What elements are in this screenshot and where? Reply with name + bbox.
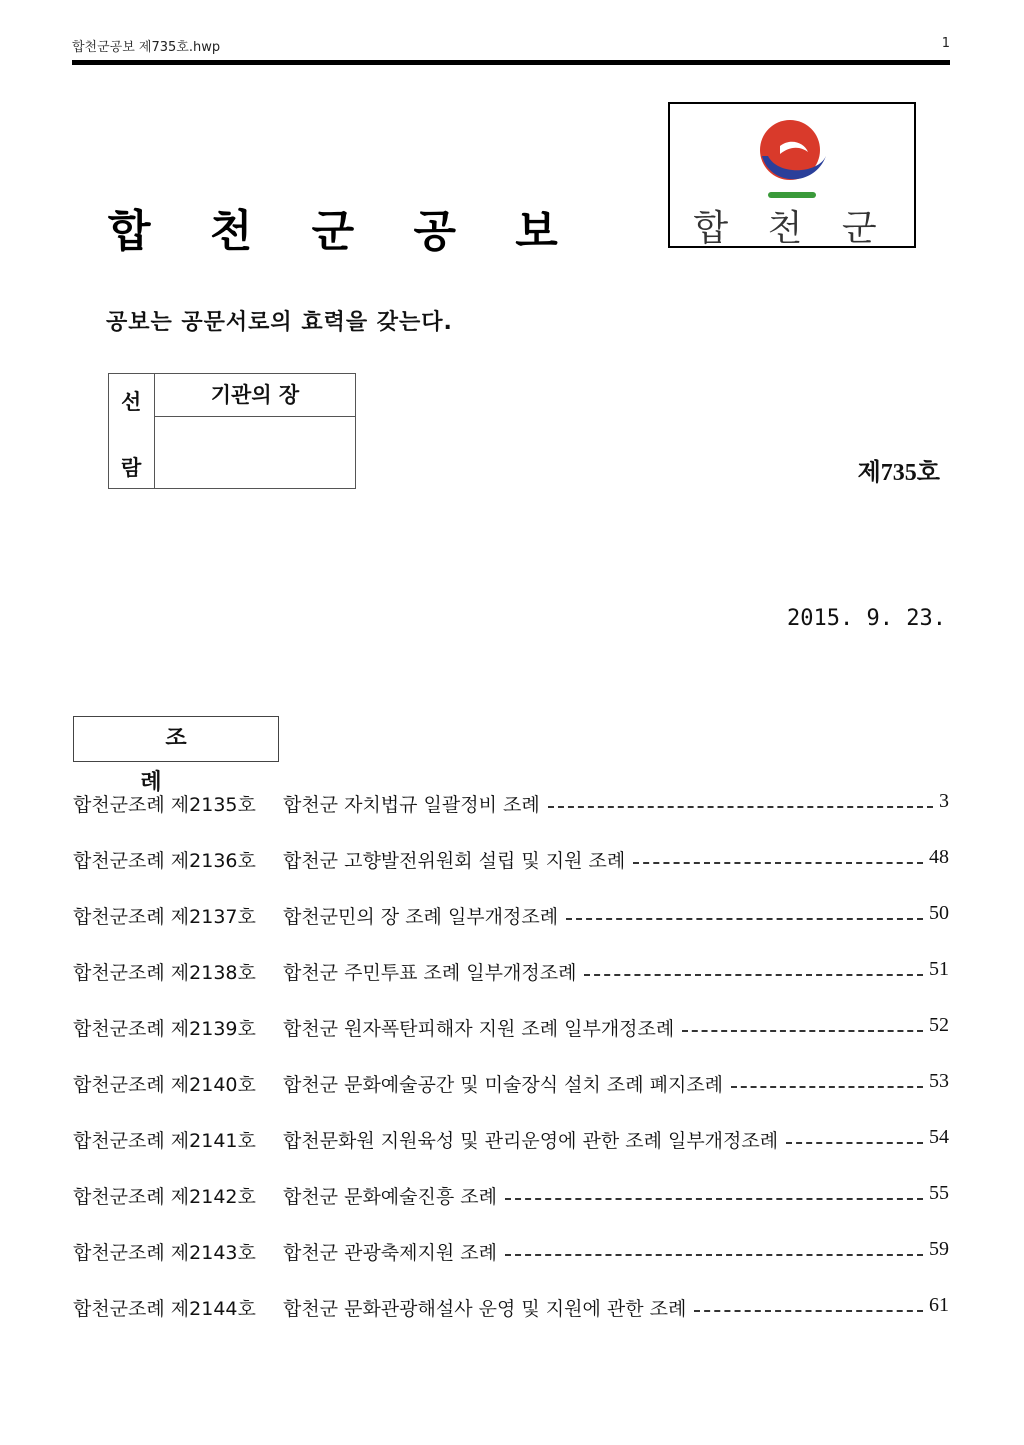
toc-ordinance-number: 합천군조례 제2135호 <box>73 794 256 816</box>
toc-page: 61 <box>929 1294 949 1316</box>
toc-page: 54 <box>929 1126 949 1148</box>
table-of-contents <box>73 790 949 1350</box>
section-title: 조 례 <box>73 716 279 762</box>
issue-number: 제735호 <box>857 460 940 486</box>
review-label-top: 선 <box>121 390 142 414</box>
toc-title: 합천군 원자폭탄피해자 지원 조례 일부개정조례 <box>283 1018 675 1040</box>
toc-leader <box>682 1018 923 1032</box>
toc-ordinance-number: 합천군조례 제2136호 <box>73 850 256 872</box>
toc-leader <box>505 1186 923 1200</box>
toc-title: 합천군 문화예술공간 및 미술장식 설치 조례 폐지조례 <box>283 1074 724 1096</box>
toc-item <box>73 790 949 846</box>
toc-leader <box>505 1242 923 1256</box>
toc-leader <box>694 1298 923 1312</box>
toc-item <box>73 1182 949 1238</box>
logo-text: 합 천 군 <box>693 208 891 249</box>
toc-item <box>73 1238 949 1294</box>
toc-item <box>73 902 949 958</box>
toc-item <box>73 1014 949 1070</box>
toc-title: 합천군 고향발전위원회 설립 및 지원 조례 <box>283 850 626 872</box>
file-name: 합천군공보 제735호.hwp <box>72 40 221 55</box>
toc-leader <box>786 1130 923 1144</box>
header-rule <box>72 60 950 65</box>
toc-ordinance-number: 합천군조례 제2138호 <box>73 962 256 984</box>
toc-page: 52 <box>929 1014 949 1036</box>
toc-title: 합천군 문화예술진흥 조례 <box>283 1186 497 1208</box>
toc-page: 59 <box>929 1238 949 1260</box>
toc-ordinance-number: 합천군조례 제2142호 <box>73 1186 256 1208</box>
toc-item <box>73 958 949 1014</box>
page-title: 합 천 군 공 보 <box>108 206 580 257</box>
toc-page: 55 <box>929 1182 949 1204</box>
county-emblem-icon <box>756 116 832 202</box>
toc-item <box>73 1070 949 1126</box>
toc-item <box>73 1126 949 1182</box>
toc-item <box>73 1294 949 1350</box>
toc-leader <box>584 962 923 976</box>
toc-title: 합천군민의 장 조례 일부개정조례 <box>283 906 559 928</box>
toc-page: 53 <box>929 1070 949 1092</box>
toc-ordinance-number: 합천군조례 제2137호 <box>73 906 256 928</box>
toc-page: 3 <box>939 790 949 812</box>
review-table <box>108 373 356 489</box>
toc-item <box>73 846 949 902</box>
publication-date: 2015. 9. 23. <box>787 606 946 631</box>
toc-title: 합천군 자치법규 일괄정비 조례 <box>283 794 540 816</box>
toc-title: 합천문화원 지원육성 및 관리운영에 관한 조례 일부개정조례 <box>283 1130 779 1152</box>
toc-ordinance-number: 합천군조례 제2141호 <box>73 1130 256 1152</box>
subtitle: 공보는 공문서로의 효력을 갖는다. <box>106 310 453 335</box>
toc-title: 합천군 문화관광해설사 운영 및 지원에 관한 조례 <box>283 1298 687 1320</box>
toc-leader <box>633 850 923 864</box>
page-number: 1 <box>941 36 950 51</box>
toc-page: 50 <box>929 902 949 924</box>
review-label-bottom: 람 <box>121 456 142 480</box>
toc-ordinance-number: 합천군조례 제2144호 <box>73 1298 256 1320</box>
toc-title: 합천군 관광축제지원 조례 <box>283 1242 497 1264</box>
file-header <box>72 36 950 56</box>
review-label-column <box>109 374 155 488</box>
toc-title: 합천군 주민투표 조례 일부개정조례 <box>283 962 577 984</box>
toc-page: 48 <box>929 846 949 868</box>
toc-leader <box>548 794 933 808</box>
emblem-green-bar <box>768 192 816 198</box>
toc-ordinance-number: 합천군조례 제2140호 <box>73 1074 256 1096</box>
toc-ordinance-number: 합천군조례 제2139호 <box>73 1018 256 1040</box>
county-logo <box>668 102 916 248</box>
toc-leader <box>566 906 923 920</box>
review-header-cell: 기관의 장 <box>155 374 355 417</box>
toc-ordinance-number: 합천군조례 제2143호 <box>73 1242 256 1264</box>
toc-leader <box>731 1074 923 1088</box>
toc-page: 51 <box>929 958 949 980</box>
